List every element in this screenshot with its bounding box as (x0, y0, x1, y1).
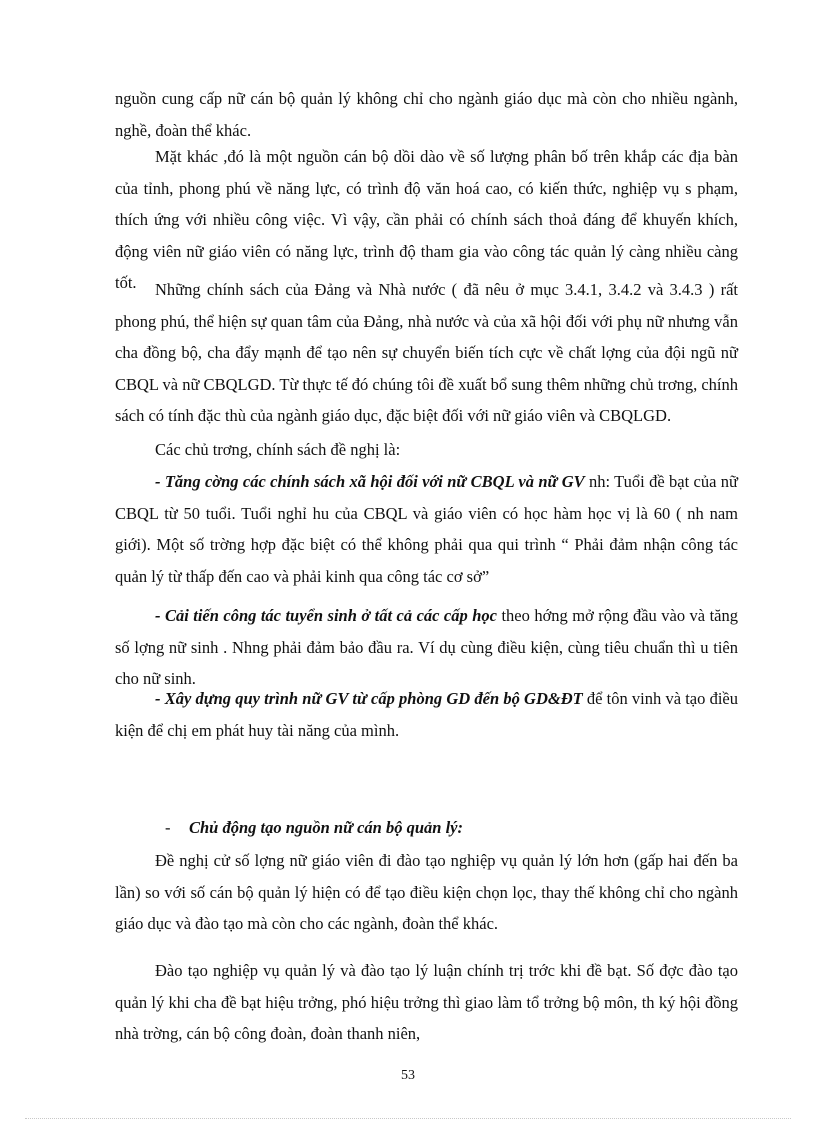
policy-item-1-title: - Tăng cờng các chính sách xã hội đối với nữ CBQL và nữ GV (155, 472, 585, 491)
paragraph-5 (115, 845, 738, 940)
section-heading (165, 812, 463, 843)
heading-dash: - (165, 818, 171, 837)
paragraph-6-text: Đào tạo nghiệp vụ quản lý và đào tạo lý luận chính trị trớc khi đề bạt. Số đợc đào tạo quản lý khi cha đề bạt hiệu trởng, phó hiệu trởng thì giao làm tổ trởng bộ môn, th ký hội đồng nhà trờng, cán bộ công đoàn, đoàn thanh niên, (115, 961, 738, 1043)
paragraph-1-text: nguồn cung cấp nữ cán bộ quản lý không chỉ cho ngành giáo dục mà còn cho nhiều ngành, nghề, đoàn thể khác. (115, 89, 738, 140)
policy-item-3-text: để tôn vinh và tạo điều kiện để chị em phát huy tài năng của mình. (115, 689, 738, 740)
policy-item-1-text: nh: Tuổi đề bạt của nữ CBQL từ 50 tuổi. Tuổi nghỉ hu của CBQL và giáo viên có học hàm học vị là 60 ( nh nam giới). Một số trờng hợp đặc biệt có thể không phải qua qui trình “ Phải đảm nhận công tác quản lý từ thấp đến cao và phải kinh qua công tác cơ sở” (115, 472, 738, 586)
policy-item-1 (115, 466, 738, 592)
footer-divider (25, 1118, 791, 1119)
policy-item-2-title: - Cải tiến công tác tuyển sinh ở tất cả các cấp học (155, 606, 497, 625)
page-number: 53 (401, 1068, 415, 1083)
paragraph-4-text: Các chủ trơng, chính sách đề nghị là: (155, 440, 401, 459)
policy-item-3 (115, 683, 738, 746)
paragraph-3 (115, 274, 738, 432)
paragraph-6 (115, 955, 738, 1050)
policy-item-2 (115, 600, 738, 695)
paragraph-2-text: Mặt khác ,đó là một nguồn cán bộ dồi dào về số lượng phân bố trên khắp các địa bàn của tỉnh, phong phú về năng lực, có trình độ văn hoá cao, có kiến thức, nghiệp vụ s phạm, thích ứng với nhiều công việc. Vì vậy, cần phải có chính sách thoả đáng để khuyến khích, động viên nữ giáo viên có năng lực, trình độ tham gia vào công tác quản lý càng nhiều càng tốt. (115, 147, 738, 292)
paragraph-1 (115, 83, 738, 146)
policy-item-2-text: theo hớng mở rộng đầu vào và tăng số lợng nữ sinh . Nhng phải đảm bảo đầu ra. Ví dụ cùng điều kiện, cùng tiêu chuẩn thì u tiên cho nữ sinh. (115, 606, 738, 688)
paragraph-5-text: Đề nghị cử số lợng nữ giáo viên đi đào tạo nghiệp vụ quản lý lớn hơn (gấp hai đến ba lần) so với số cán bộ quản lý hiện có để tạo điều kiện chọn lọc, thay thế không chỉ cho ngành giáo dục và đào tạo mà còn cho các ngành, đoàn thể khác. (115, 851, 738, 933)
policy-item-3-title: - Xây dựng quy trình nữ GV từ cấp phòng GD đến bộ GD&ĐT (155, 689, 583, 708)
paragraph-4 (115, 434, 738, 466)
paragraph-3-text: Những chính sách của Đảng và Nhà nước ( đã nêu ở mục 3.4.1, 3.4.2 và 3.4.3 ) rất phong phú, thể hiện sự quan tâm của Đảng, nhà nước và của xã hội đối với phụ nữ nhưng vẫn cha đồng bộ, cha đẩy mạnh để tạo nên sự chuyển biến tích cực về chất lợng của đội ngũ nữ CBQL và nữ CBQLGD. Từ thực tế đó chúng tôi đề xuất bổ sung thêm những chủ trơng, chính sách có tính đặc thù của ngành giáo dục, đặc biệt đối với nữ giáo viên và CBQLGD. (115, 280, 738, 425)
heading-text: Chủ động tạo nguồn nữ cán bộ quản lý: (189, 818, 463, 837)
